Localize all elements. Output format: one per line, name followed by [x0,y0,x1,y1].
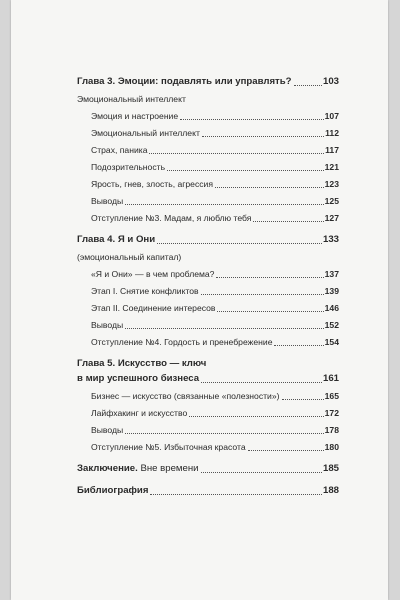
entry-label: Эмоция и настроение [91,111,179,121]
entry-label: Выводы [91,196,124,206]
entry-label: Выводы [91,320,124,330]
page-number: 178 [324,425,339,435]
page-number: 112 [325,128,339,138]
leader-dots [217,311,323,312]
page-number: 185 [322,463,339,474]
toc-entry [77,213,339,224]
entry-label: Выводы [91,425,124,435]
leader-dots [157,243,322,244]
page-number: 146 [324,303,339,313]
page-number: 180 [324,442,339,452]
toc-entry [77,425,339,436]
toc-chapter-3 [77,76,339,88]
page-number: 139 [324,286,339,296]
toc-entry [77,269,339,280]
page-number: 103 [322,76,339,87]
page-number: 154 [324,337,339,347]
toc-chapter-5 [77,358,339,370]
toc-entry [77,145,339,156]
page-number: 152 [324,320,339,330]
toc-chapter-4 [77,234,339,246]
entry-label: Этап I. Снятие конфликтов [91,286,199,296]
toc-chapter-5-line-2 [77,373,339,385]
entry-label: Отступление №4. Гордость и пренебрежение [91,337,273,347]
chapter-title-line-1: Глава 5. Искусство — ключ [77,358,207,369]
leader-dots [201,472,322,473]
page-number: 133 [322,234,339,245]
toc-entry [77,128,339,139]
conclusion-title-rest: Вне времени [137,463,199,474]
leader-dots [125,328,323,329]
page-number: 165 [324,391,339,401]
chapter-subtitle: Эмоциональный интеллект [77,94,186,104]
toc-entry [77,408,339,419]
leader-dots [125,433,323,434]
leader-dots [201,294,324,295]
leader-dots [274,345,323,346]
entry-label: Отступление №3. Мадам, я люблю тебя [91,213,252,223]
entry-label: Подозрительность [91,162,166,172]
entry-label: Отступление №5. Избыточная красота [91,442,246,452]
toc-entry [77,303,339,314]
page-number: 172 [324,408,339,418]
toc-entry [77,196,339,207]
toc-entry [77,320,339,331]
toc-entry [77,337,339,348]
leader-dots [253,221,323,222]
leader-dots [167,170,324,171]
book-page [11,0,388,600]
entry-label: «Я и Они» — в чем проблема? [91,269,215,279]
page-number: 161 [322,373,339,384]
entry-label: Этап II. Соединение интересов [91,303,216,313]
leader-dots [215,187,324,188]
toc-entry [77,286,339,297]
chapter-title: Глава 3. Эмоции: подавлять или управлять? [77,76,292,87]
leader-dots [294,85,322,86]
leader-dots [180,119,324,120]
toc-entry [77,391,339,402]
conclusion-title [77,463,199,475]
page-number: 127 [324,213,339,223]
page-number: 125 [324,196,339,206]
leader-dots [202,136,324,137]
leader-dots [125,204,323,205]
page-number: 123 [324,179,339,189]
page-number: 137 [324,269,339,279]
leader-dots [150,494,322,495]
leader-dots [149,153,324,154]
toc-entry [77,111,339,122]
page-number: 107 [324,111,339,121]
chapter-title: Глава 4. Я и Они [77,234,156,245]
leader-dots [216,277,323,278]
page-number: 121 [324,162,339,172]
toc-entry [77,179,339,190]
leader-dots [189,416,323,417]
toc-entry [77,442,339,453]
entry-label: Лайфхакинг и искусство [91,408,188,418]
entry-label: Ярость, гнев, злость, агрессия [91,179,213,189]
entry-label: Страх, паника [91,145,148,155]
page-number: 117 [325,145,339,155]
entry-label: Эмоциональный интеллект [91,128,200,138]
table-of-contents [77,76,339,503]
entry-label: Бизнес — искусство (связанные «полезности») [91,391,280,401]
chapter-subtitle: (эмоциональный капитал) [77,252,182,262]
chapter-title-line-2: в мир успешного бизнеса [77,373,200,384]
toc-conclusion [77,463,339,475]
toc-bibliography [77,485,339,497]
leader-dots [282,399,324,400]
bibliography-title: Библиография [77,485,149,496]
page-number: 188 [322,485,339,496]
leader-dots [201,382,322,383]
conclusion-title-bold: Заключение. [77,463,138,474]
toc-entry [77,162,339,173]
leader-dots [248,450,324,451]
